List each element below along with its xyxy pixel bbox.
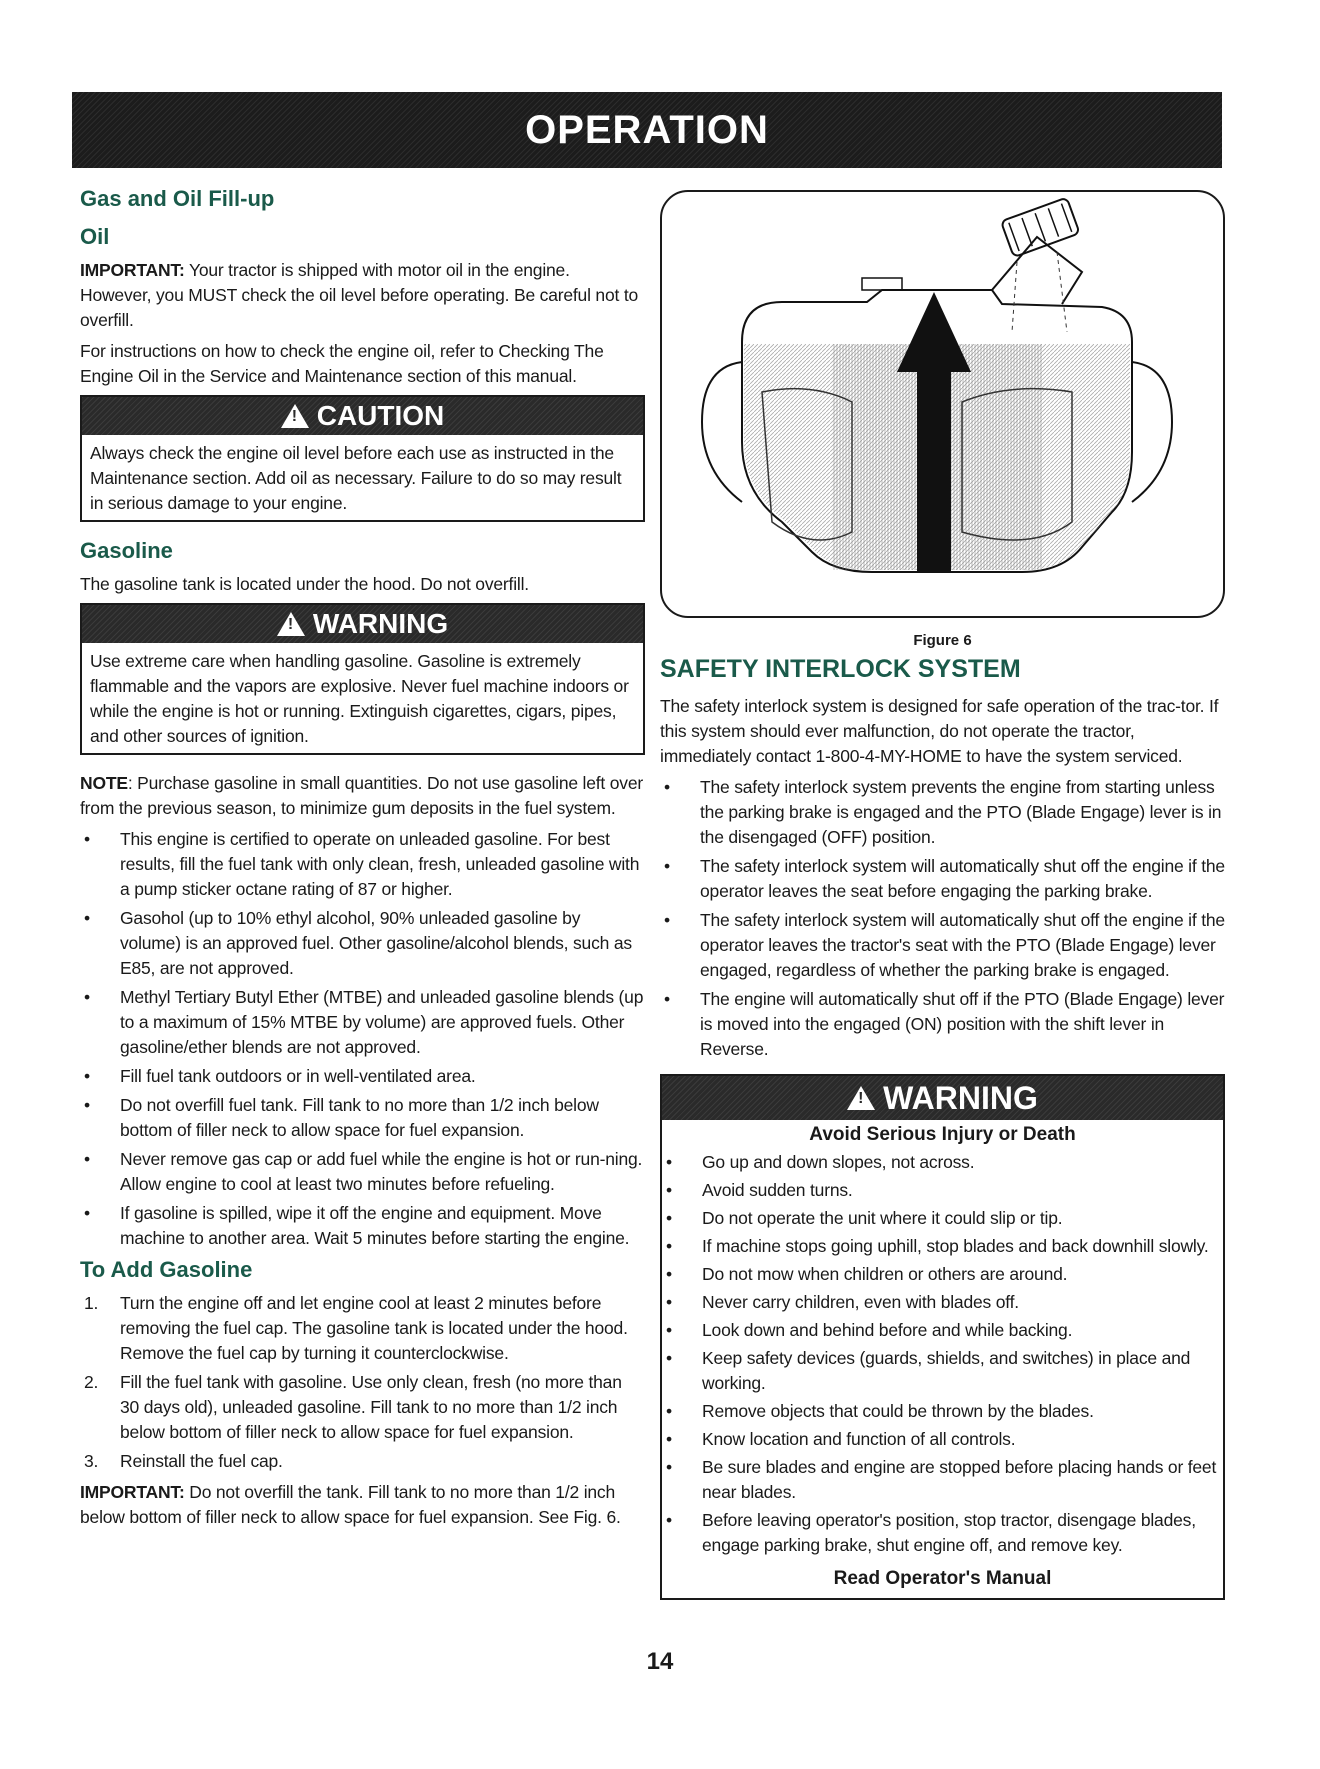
important-label: IMPORTANT: bbox=[80, 1482, 185, 1502]
caution-header bbox=[82, 397, 643, 435]
oil-important bbox=[80, 258, 645, 333]
important-label: IMPORTANT: bbox=[80, 260, 185, 280]
bullet-icon: • bbox=[84, 987, 90, 1007]
list-item-text: Before leaving operator's position, stop tractor, disengage blades, engage parking brake, shut engine off, and remove key. bbox=[702, 1510, 1196, 1555]
step-item bbox=[80, 1291, 645, 1366]
add-gasoline-steps bbox=[80, 1291, 645, 1474]
warning-text: Use extreme care when handling gasoline. Gasoline is extremely flammable and the vapors are explosive. Never fuel machine indoors or while the engine is hot or running. Extinguish cigarettes, cigars, pipes, and other sources of ignition. bbox=[90, 651, 629, 746]
gasoline-text: The gasoline tank is located under the hood. Do not overfill. bbox=[80, 574, 529, 594]
bullet-icon: • bbox=[666, 1457, 672, 1477]
list-item bbox=[662, 1262, 1223, 1287]
step-number: 1. bbox=[84, 1293, 99, 1313]
bullet-icon: • bbox=[666, 1401, 672, 1421]
list-item-text: Never remove gas cap or add fuel while the engine is hot or run-ning. Allow engine to cool at least two minutes before refueling. bbox=[120, 1149, 643, 1194]
step-text: Fill the fuel tank with gasoline. Use only clean, fresh (no more than 30 days old), unleaded gasoline. Fill tank to no more than 1/2 inch below bottom of filler neck to allow space for fuel expansion. bbox=[120, 1372, 622, 1442]
list-item-text: If gasoline is spilled, wipe it off the engine and equipment. Move machine to another area. Wait 5 minutes before starting the engine. bbox=[120, 1203, 630, 1248]
list-item-text: Remove objects that could be thrown by the blades. bbox=[702, 1401, 1094, 1421]
warning-footer: Read Operator's Manual bbox=[833, 1568, 1052, 1589]
list-item bbox=[662, 1346, 1223, 1396]
oil-heading: Oil bbox=[80, 224, 110, 249]
list-item bbox=[80, 906, 645, 981]
bullet-icon: • bbox=[664, 989, 670, 1009]
bullet-icon: • bbox=[666, 1264, 672, 1284]
list-item bbox=[80, 1064, 645, 1089]
warning-title: WARNING bbox=[312, 608, 449, 639]
section-heading: Gas and Oil Fill-up bbox=[80, 186, 275, 211]
step-number: 3. bbox=[84, 1451, 99, 1471]
list-item-text: Never carry children, even with blades off. bbox=[702, 1292, 1019, 1312]
list-item-text: The engine will automatically shut off if the PTO (Blade Engage) lever is moved into the engaged (ON) position with the shift lever in Reverse. bbox=[700, 989, 1225, 1059]
list-item bbox=[662, 1290, 1223, 1315]
gasoline-bullet-list bbox=[80, 827, 645, 1251]
bullet-icon: • bbox=[84, 1203, 90, 1223]
warning-title: WARNING bbox=[883, 1079, 1038, 1116]
bullet-icon: • bbox=[664, 910, 670, 930]
warning-triangle-icon bbox=[277, 612, 305, 636]
warning-bullet-list bbox=[662, 1150, 1223, 1558]
warning-header bbox=[662, 1076, 1223, 1120]
bullet-icon: • bbox=[666, 1292, 672, 1312]
warning-subtitle: Avoid Serious Injury or Death bbox=[809, 1124, 1076, 1145]
list-item bbox=[660, 775, 1225, 850]
important-text: Do not overfill the tank. Fill tank to no more than 1/2 inch below bottom of filler neck to allow space for fuel expansion. See Fig. 6. bbox=[80, 1482, 621, 1527]
list-item bbox=[662, 1399, 1223, 1424]
add-gasoline-heading: To Add Gasoline bbox=[80, 1257, 253, 1282]
list-item bbox=[662, 1427, 1223, 1452]
bullet-icon: • bbox=[84, 1149, 90, 1169]
right-column bbox=[660, 186, 1225, 1616]
warning-box bbox=[80, 603, 645, 755]
list-item bbox=[662, 1206, 1223, 1231]
step-text: Turn the engine off and let engine cool at least 2 minutes before removing the fuel cap. The gasoline tank is located under the hood. Remove the fuel cap by turning it counterclockwise. bbox=[120, 1293, 628, 1363]
list-item-text: Be sure blades and engine are stopped before placing hands or feet near blades. bbox=[702, 1457, 1217, 1502]
bullet-icon: • bbox=[666, 1429, 672, 1449]
list-item-text: Go up and down slopes, not across. bbox=[702, 1152, 975, 1172]
warning-triangle-icon bbox=[847, 1086, 875, 1110]
step-number: 2. bbox=[84, 1372, 99, 1392]
bullet-icon: • bbox=[664, 777, 670, 797]
list-item bbox=[662, 1508, 1223, 1558]
note-label: NOTE bbox=[80, 773, 128, 793]
page-number: 14 bbox=[646, 1648, 674, 1675]
list-item-text: Look down and behind before and while backing. bbox=[702, 1320, 1073, 1340]
bullet-icon: • bbox=[666, 1236, 672, 1256]
list-item-text: Know location and function of all controls. bbox=[702, 1429, 1016, 1449]
list-item bbox=[660, 854, 1225, 904]
list-item-text: The safety interlock system will automatically shut off the engine if the operator leaves the tractor's seat with the PTO (Blade Engage) lever engaged, regardless of whether the parking brake is engaged. bbox=[700, 910, 1225, 980]
figure-caption: Figure 6 bbox=[913, 632, 972, 649]
list-item bbox=[80, 1093, 645, 1143]
figure-6-illustration bbox=[660, 190, 1225, 618]
list-item bbox=[662, 1234, 1223, 1259]
list-item bbox=[80, 1201, 645, 1251]
list-item bbox=[662, 1318, 1223, 1343]
caution-text: Always check the engine oil level before each use as instructed in the Maintenance section. Add oil as necessary. Failure to do so may result in serious damage to your engine. bbox=[90, 443, 622, 513]
bullet-icon: • bbox=[84, 829, 90, 849]
list-item-text: Methyl Tertiary Butyl Ether (MTBE) and unleaded gasoline blends (up to a maximum of 15% MTBE by volume) are approved fuels. Other gasoline/ether blends are not approved. bbox=[120, 987, 644, 1057]
list-item bbox=[80, 827, 645, 902]
list-item-text: The safety interlock system will automatically shut off the engine if the operator leaves the seat before engaging the parking brake. bbox=[700, 856, 1225, 901]
bullet-icon: • bbox=[666, 1348, 672, 1368]
list-item bbox=[662, 1150, 1223, 1175]
list-item-text: Gasohol (up to 10% ethyl alcohol, 90% unleaded gasoline by volume) is an approved fuel. Other gasoline/alcohol blends, such as E85, are not approved. bbox=[120, 908, 632, 978]
gasoline-heading: Gasoline bbox=[80, 538, 173, 563]
safety-intro: The safety interlock system is designed for safe operation of the trac-tor. If this system should ever malfunction, do not operate the tractor, immediately contact 1-800-4-MY-HOME to have the system serviced. bbox=[660, 696, 1219, 766]
list-item-text: Avoid sudden turns. bbox=[702, 1180, 853, 1200]
section-banner bbox=[72, 92, 1222, 168]
note bbox=[80, 771, 645, 821]
list-item-text: Fill fuel tank outdoors or in well-ventilated area. bbox=[120, 1066, 476, 1086]
step-text: Reinstall the fuel cap. bbox=[120, 1451, 283, 1471]
list-item bbox=[80, 985, 645, 1060]
note-text: : Purchase gasoline in small quantities. Do not use gasoline left over from the previous season, to minimize gum deposits in the fuel system. bbox=[80, 773, 643, 818]
list-item-text: This engine is certified to operate on unleaded gasoline. For best results, fill the fuel tank with only clean, fresh, unleaded gasoline with a pump sticker octane rating of 87 or higher. bbox=[120, 829, 640, 899]
step-item bbox=[80, 1449, 645, 1474]
list-item-text: Do not mow when children or others are around. bbox=[702, 1264, 1068, 1284]
bullet-icon: • bbox=[84, 1066, 90, 1086]
list-item-text: If machine stops going uphill, stop blades and back downhill slowly. bbox=[702, 1236, 1209, 1256]
add-important bbox=[80, 1480, 645, 1530]
list-item bbox=[662, 1178, 1223, 1203]
bullet-icon: • bbox=[84, 908, 90, 928]
step-item bbox=[80, 1370, 645, 1445]
safety-interlock-title: SAFETY INTERLOCK SYSTEM bbox=[660, 655, 1021, 683]
list-item-text: The safety interlock system prevents the engine from starting unless the parking brake is engaged and the PTO (Blade Engage) lever is in the disengaged (OFF) position. bbox=[700, 777, 1222, 847]
caution-title: CAUTION bbox=[316, 400, 445, 431]
oil-instructions: For instructions on how to check the engine oil, refer to Checking The Engine Oil in the Service and Maintenance section of this manual. bbox=[80, 341, 604, 386]
fuel-tank-illustration bbox=[662, 192, 1223, 612]
list-item bbox=[80, 1147, 645, 1197]
caution-box bbox=[80, 395, 645, 522]
bullet-icon: • bbox=[666, 1320, 672, 1340]
bullet-icon: • bbox=[666, 1510, 672, 1530]
bullet-icon: • bbox=[666, 1152, 672, 1172]
banner-title: OPERATION bbox=[525, 107, 769, 152]
bullet-icon: • bbox=[666, 1180, 672, 1200]
list-item-text: Do not overfill fuel tank. Fill tank to no more than 1/2 inch below bottom of filler neck to allow space for fuel expansion. bbox=[120, 1095, 599, 1140]
warning-header bbox=[82, 605, 643, 643]
left-column bbox=[80, 186, 645, 1536]
list-item bbox=[660, 908, 1225, 983]
important-text: Your tractor is shipped with motor oil in the engine. However, you MUST check the oil level before operating. Be careful not to overfill. bbox=[80, 260, 639, 330]
bullet-icon: • bbox=[666, 1208, 672, 1228]
warning-triangle-icon bbox=[281, 404, 309, 428]
list-item-text: Keep safety devices (guards, shields, and switches) in place and working. bbox=[702, 1348, 1191, 1393]
bullet-icon: • bbox=[84, 1095, 90, 1115]
interlock-bullet-list bbox=[660, 775, 1225, 1062]
list-item bbox=[662, 1455, 1223, 1505]
list-item bbox=[660, 987, 1225, 1062]
slope-warning-box bbox=[660, 1074, 1225, 1600]
bullet-icon: • bbox=[664, 856, 670, 876]
list-item-text: Do not operate the unit where it could slip or tip. bbox=[702, 1208, 1063, 1228]
